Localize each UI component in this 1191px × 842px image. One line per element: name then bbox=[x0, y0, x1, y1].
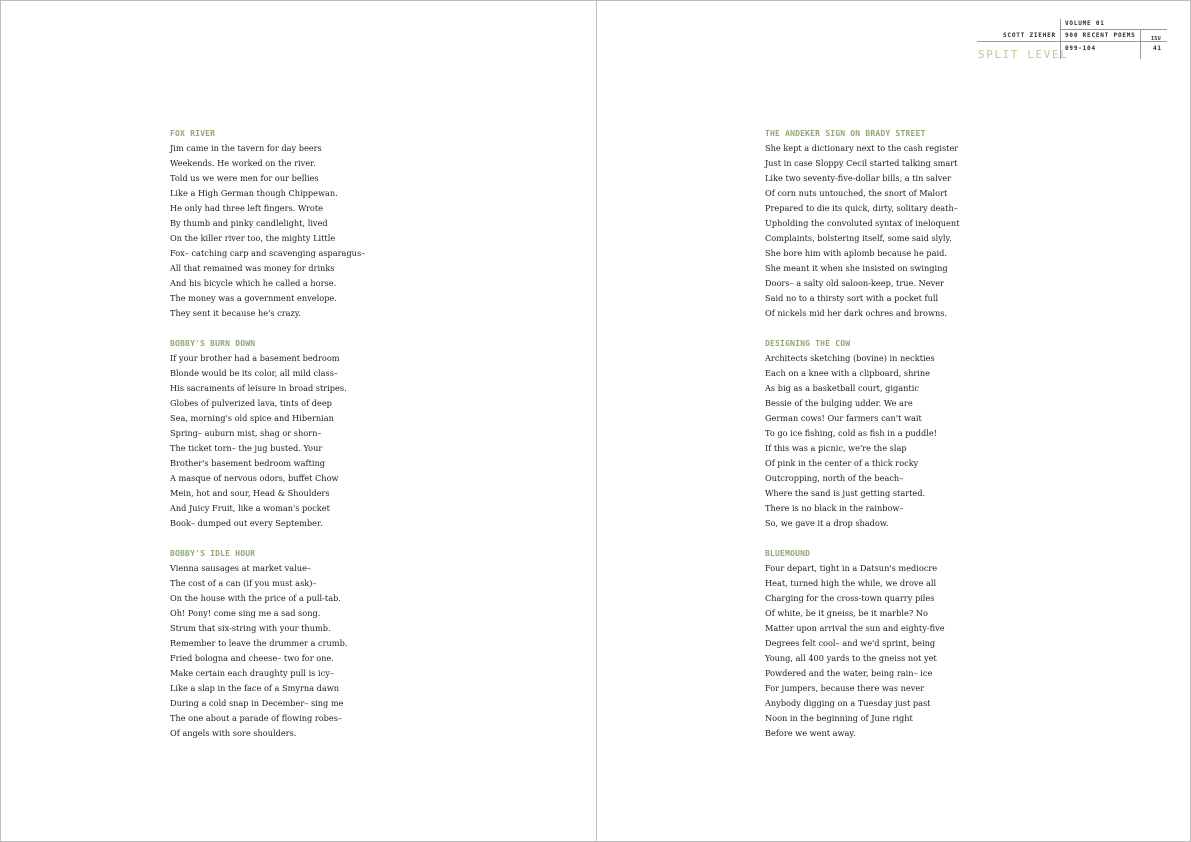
header-author: SCOTT ZIEHER bbox=[1003, 32, 1056, 39]
poem-line: The ticket torn– the jug busted. Your bbox=[170, 443, 323, 453]
poem-line: Remember to leave the drummer a crumb. bbox=[170, 638, 348, 648]
poem-line: All that remained was money for drinks bbox=[170, 263, 335, 273]
poem-line: And Juicy Fruit, like a woman's pocket bbox=[170, 503, 330, 513]
poem-line: Spring– auburn mist, shag or shorn– bbox=[170, 428, 322, 438]
poem-line: She meant it when she insisted on swinging bbox=[765, 263, 948, 273]
poem-line: By thumb and pinky candlelight, lived bbox=[170, 218, 328, 228]
poem-line: Strum that six-string with your thumb. bbox=[170, 623, 331, 633]
header-issue-label: ISU bbox=[1151, 36, 1161, 42]
poem-line: So, we gave it a drop shadow. bbox=[765, 518, 889, 528]
poem bbox=[765, 336, 1095, 531]
poem-line: During a cold snap in December– sing me bbox=[170, 698, 344, 708]
poem-line: If your brother had a basement bedroom bbox=[170, 353, 340, 363]
poem-line: Anybody digging on a Tuesday just past bbox=[765, 698, 931, 708]
poem-line: Four depart, tight in a Datsun's mediocre bbox=[765, 563, 938, 573]
poem-line: Jim came in the tavern for day beers bbox=[170, 143, 322, 153]
poem-line: Like two seventy-five-dollar bills, a tin salver bbox=[765, 173, 952, 183]
running-header bbox=[977, 19, 1167, 64]
poem-line: Just in case Sloppy Cecil started talking smart bbox=[765, 158, 958, 168]
poem-line: Prepared to die its quick, dirty, solitary death– bbox=[765, 203, 958, 213]
poem-line: Where the sand is just getting started. bbox=[765, 488, 926, 498]
poem-line: Fried bologna and cheese– two for one. bbox=[170, 653, 334, 663]
poem-line: Told us we were men for our bellies bbox=[170, 173, 319, 183]
left-page bbox=[1, 1, 596, 841]
poem-line: They sent it because he's crazy. bbox=[170, 308, 302, 318]
poem-line: Fox– catching carp and scavenging asparagus– bbox=[170, 248, 366, 258]
poem-line: She bore him with aplomb because he paid. bbox=[765, 248, 947, 258]
poem-line: Bessie of the bulging udder. We are bbox=[765, 398, 913, 408]
poem-line: Complaints, bolstering itself, some said slyly. bbox=[765, 233, 952, 243]
poem-line: For jumpers, because there was never bbox=[765, 683, 925, 693]
poem-line: The money was a government envelope. bbox=[170, 293, 337, 303]
poem-line: Upholding the convoluted syntax of ineloquent bbox=[765, 218, 960, 228]
poem-title: BOBBY'S BURN DOWN bbox=[170, 339, 256, 348]
poem-line: Of angels with sore shoulders. bbox=[170, 728, 297, 738]
poem-line: Young, all 400 yards to the gneiss not yet bbox=[765, 653, 937, 663]
poem-line: Sea, morning's old spice and Hibernian bbox=[170, 413, 334, 423]
header-rule-h2 bbox=[977, 41, 1167, 42]
poem-line: As big as a basketball court, gigantic bbox=[765, 383, 919, 393]
poem-line: Doors– a salty old saloon-keep, true. Never bbox=[765, 278, 944, 288]
poem-line: On the killer river too, the mighty Little bbox=[170, 233, 336, 243]
poem-line: To go ice fishing, cold as fish in a puddle! bbox=[765, 428, 937, 438]
poem-line: Powdered and the water, being rain– ice bbox=[765, 668, 933, 678]
poem-title: THE ANDEKER SIGN ON BRADY STREET bbox=[765, 129, 926, 138]
poem-line: Make certain each draughty pull is icy– bbox=[170, 668, 334, 678]
poem-title: BOBBY'S IDLE HOUR bbox=[170, 549, 256, 558]
right-poem-column bbox=[765, 126, 1095, 756]
poem-line: If this was a picnic, we're the slap bbox=[765, 443, 907, 453]
poem-line: German cows! Our farmers can't wait bbox=[765, 413, 922, 423]
poem-line: Vienna sausages at market value– bbox=[170, 563, 311, 573]
header-rule-h1 bbox=[1060, 29, 1167, 30]
poem-title: DESIGNING THE COW bbox=[765, 339, 851, 348]
poem-line: Oh! Pony! come sing me a sad song. bbox=[170, 608, 321, 618]
header-volume: VOLUME 01 bbox=[1065, 20, 1105, 27]
poem-line: His sacraments of leisure in broad stripes. bbox=[170, 383, 347, 393]
poem-line: Degrees felt cool– and we'd sprint, being bbox=[765, 638, 936, 648]
poem-line: The cost of a can (if you must ask)– bbox=[170, 578, 317, 588]
poem-line: A masque of nervous odors, buffet Chow bbox=[170, 473, 339, 483]
poem-line: Architects sketching (bovine) in neckties bbox=[765, 353, 935, 363]
poem bbox=[765, 126, 1095, 321]
poem-line: He only had three left fingers. Wrote bbox=[170, 203, 323, 213]
poem-line: Noon in the beginning of June right bbox=[765, 713, 913, 723]
poem-line: Heat, turned high the while, we drove all bbox=[765, 578, 937, 588]
header-brand-logo: SPLIT LEVEL bbox=[978, 48, 1069, 61]
header-collection: 900 RECENT POEMS bbox=[1065, 32, 1136, 39]
header-rule-right bbox=[1140, 29, 1141, 59]
poem-line: Globes of pulverized lava, tints of deep bbox=[170, 398, 332, 408]
poem-line: Charging for the cross-town quarry piles bbox=[765, 593, 935, 603]
poem-line: Said no to a thirsty sort with a pocket full bbox=[765, 293, 939, 303]
poem-line: And his bicycle which he called a horse. bbox=[170, 278, 337, 288]
poem-line: The one about a parade of flowing robes– bbox=[170, 713, 343, 723]
left-poem-column bbox=[170, 126, 500, 756]
poem-line: Like a High German though Chippewan. bbox=[170, 188, 338, 198]
poem bbox=[170, 336, 500, 531]
poem-line: Before we went away. bbox=[765, 728, 856, 738]
poem-line: She kept a dictionary next to the cash register bbox=[765, 143, 959, 153]
poem-line: Matter upon arrival the sun and eighty-five bbox=[765, 623, 945, 633]
poem-line: Each on a knee with a clipboard, shrine bbox=[765, 368, 931, 378]
poem-line: On the house with the price of a pull-tab. bbox=[170, 593, 341, 603]
poem-line: Brother's basement bedroom wafting bbox=[170, 458, 325, 468]
poem bbox=[765, 546, 1095, 741]
poem-line: Of pink in the center of a thick rocky bbox=[765, 458, 919, 468]
poem bbox=[170, 546, 500, 741]
poem-line: Book– dumped out every September. bbox=[170, 518, 323, 528]
header-page-number: 41 bbox=[1153, 45, 1162, 52]
poem-title: FOX RIVER bbox=[170, 129, 216, 138]
poem bbox=[170, 126, 500, 321]
poem-line: Outcropping, north of the beach– bbox=[765, 473, 904, 483]
poem-title: BLUEMOUND bbox=[765, 549, 811, 558]
poem-line: Of nickels mid her dark ochres and browns. bbox=[765, 308, 948, 318]
poem-line: Of corn nuts untouched, the snort of Malort bbox=[765, 188, 948, 198]
header-page-range: 099-104 bbox=[1065, 45, 1096, 52]
poem-line: Like a slap in the face of a Smyrna dawn bbox=[170, 683, 340, 693]
poem-line: Of white, be it gneiss, be it marble? No bbox=[765, 608, 928, 618]
poem-line: Blonde would be its color, all mild class– bbox=[170, 368, 339, 378]
poem-line: Weekends. He worked on the river. bbox=[170, 158, 316, 168]
poem-line: Mein, hot and sour, Head & Shoulders bbox=[170, 488, 330, 498]
right-page bbox=[597, 1, 1190, 841]
poem-line: There is no black in the rainbow– bbox=[765, 503, 904, 513]
